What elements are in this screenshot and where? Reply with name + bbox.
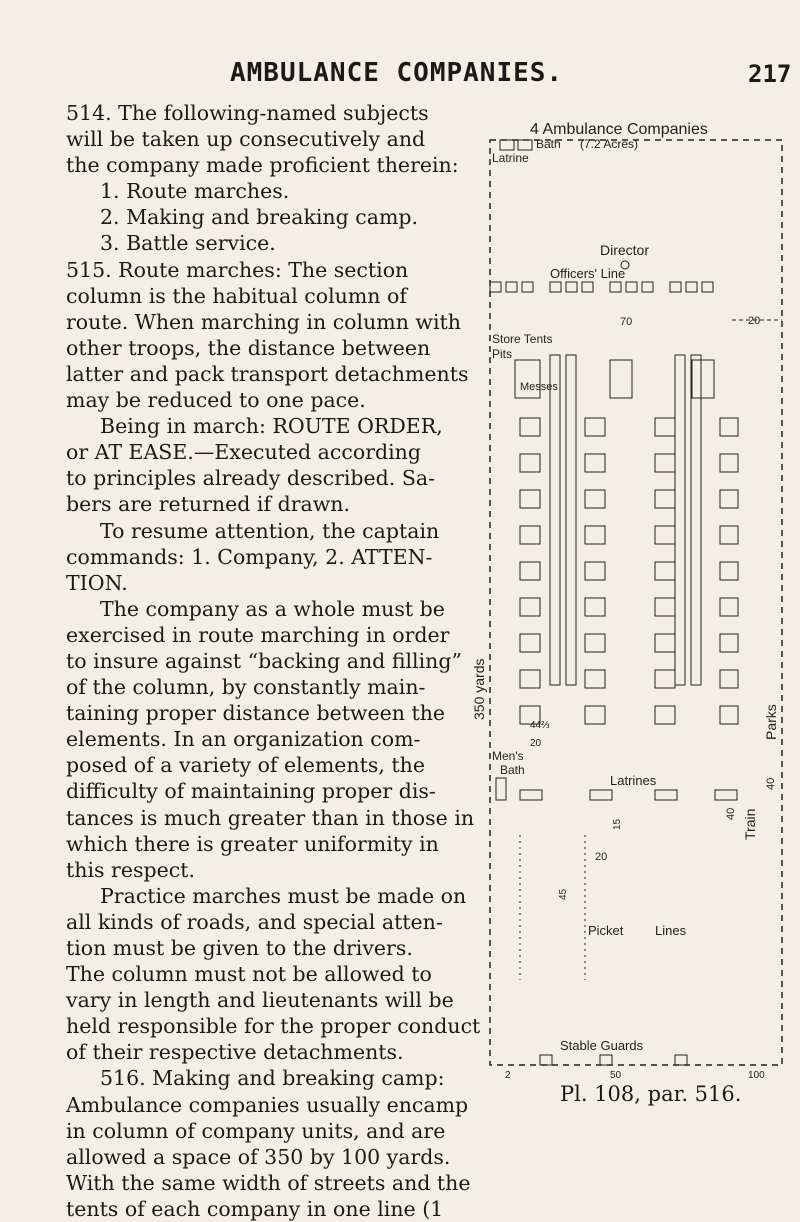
lines-label: Lines [655,923,687,938]
text-line: in column of company units, and are [66,1118,446,1143]
text-line: With the same width of streets and the [66,1170,471,1195]
text-line: to insure against “backing and filling” [66,648,462,673]
dim-40b: 40 [765,777,777,790]
guard-tent [540,1055,552,1065]
text-line: other troops, the distance between [66,335,431,360]
dim-50: 50 [610,1070,622,1080]
latrines-label: Latrines [610,773,657,788]
text-line: 514. The following-named subjects [66,101,429,125]
text-line: Being in march: ROUTE ORDER, [100,414,443,439]
bath-icon [496,778,506,800]
stable-guards-label: Stable Guards [560,1038,644,1053]
running-title: AMBULANCE COMPANIES. [230,58,564,88]
guard-tent [600,1055,612,1065]
dim-20-mid: 20 [530,738,542,749]
text-line: The column must not be allowed to [66,962,432,987]
mens-bath-label: Bath [500,763,525,777]
mess-tent [692,360,714,398]
dim-2: 2 [505,1070,511,1080]
text-line: latter and pack transport detachments [66,361,469,386]
text-line: The company as a whole must be [100,596,445,621]
text-line: taining proper distance between the [66,701,446,726]
mess-tent [610,360,632,398]
messes-label: Messes [520,381,558,393]
plate-caption: Pl. 108, par. 516. [560,1082,742,1106]
text-line: Ambulance companies usually encamp [66,1092,469,1117]
page-header [0,58,800,92]
text-line: 1. Route marches. [100,179,290,204]
director-label: Director [600,242,650,258]
text-line: may be reduced to one pace. [66,388,366,413]
latrine-icon [715,790,737,800]
text-line: difficulty of maintaining proper dis- [66,779,436,804]
camp-plan-plate [470,100,800,1120]
text-line: all kinds of roads, and special atten- [66,909,443,934]
mens-label: Men's [492,749,524,763]
text-line: of their respective detachments. [66,1040,404,1065]
company-tents [520,418,738,724]
dim-20-low: 20 [595,851,608,863]
text-line: bers are returned if drawn. [66,492,350,517]
picket-label: Picket [588,923,624,938]
text-line: allowed a space of 350 by 100 yards. [66,1144,451,1169]
dim-44: 44⅔ [530,720,550,731]
plate-title: 4 Ambulance Companies [530,121,708,138]
bath-icon [500,140,514,150]
dim-15: 15 [612,818,623,830]
text-line: 3. Battle service. [100,231,276,256]
yards-label: 350 yards [471,658,487,720]
text-line: held responsible for the proper conduct [66,1014,481,1039]
text-line: the company made proficient therein: [66,153,459,178]
page-number: 217 [748,60,792,88]
text-line: tion must be given to the drivers. [66,936,413,960]
dim-100: 100 [748,1070,765,1080]
latrine-icon [655,790,677,800]
train-label: Train [742,808,758,840]
pits-label: Pits [492,347,513,361]
text-line: elements. In an organization com- [66,727,421,752]
text-line: Practice marches must be made on [100,883,467,908]
officers-line-label: Officers' Line [550,266,626,281]
text-line: tances is much greater than in those in [66,805,475,830]
text-line: TION. [66,570,128,595]
dim-70: 70 [620,316,633,328]
text-line: To resume attention, the captain [100,518,440,543]
text-line: route. When marching in column with [66,309,461,334]
text-line: of the column, by constantly main- [66,675,426,700]
text-line: which there is greater uniformity in [66,831,439,856]
text-line: tents of each company in one line (1 [66,1196,444,1221]
text-line: or AT EASE.—Executed according [66,440,422,465]
text-line: will be taken up consecutively and [66,127,426,152]
text-line: 2. Making and breaking camp. [100,205,419,230]
text-line: 515. Route marches: The section [66,257,409,282]
parks-label: Parks [763,704,779,740]
bath-label: Bath [536,137,561,151]
text-line: column is the habitual column of [66,283,407,308]
text-line: exercised in route marching in order [66,622,450,647]
dim-20-top: 20 [748,315,761,327]
plate-area: (7.2 Acres) [580,137,639,151]
latrine-icon [590,790,612,800]
text-line: this respect. [66,857,195,882]
latrine-icon [520,790,542,800]
text-line: posed of a variety of elements, the [66,753,425,778]
text-line: to principles already described. Sa- [66,466,436,491]
bath-icon [518,140,532,150]
text-line: commands: 1. Company, 2. ATTEN- [66,544,433,569]
dim-40: 40 [725,807,737,820]
guard-tent [675,1055,687,1065]
officers-tents [490,282,713,292]
store-tents-label: Store Tents [492,332,553,346]
latrine-label: Latrine [492,151,529,165]
company-tents-stacked [550,355,701,685]
text-line: 516. Making and breaking camp: [100,1066,445,1091]
dim-45: 45 [558,888,569,900]
text-line: vary in length and lieutenants will be [66,988,454,1013]
